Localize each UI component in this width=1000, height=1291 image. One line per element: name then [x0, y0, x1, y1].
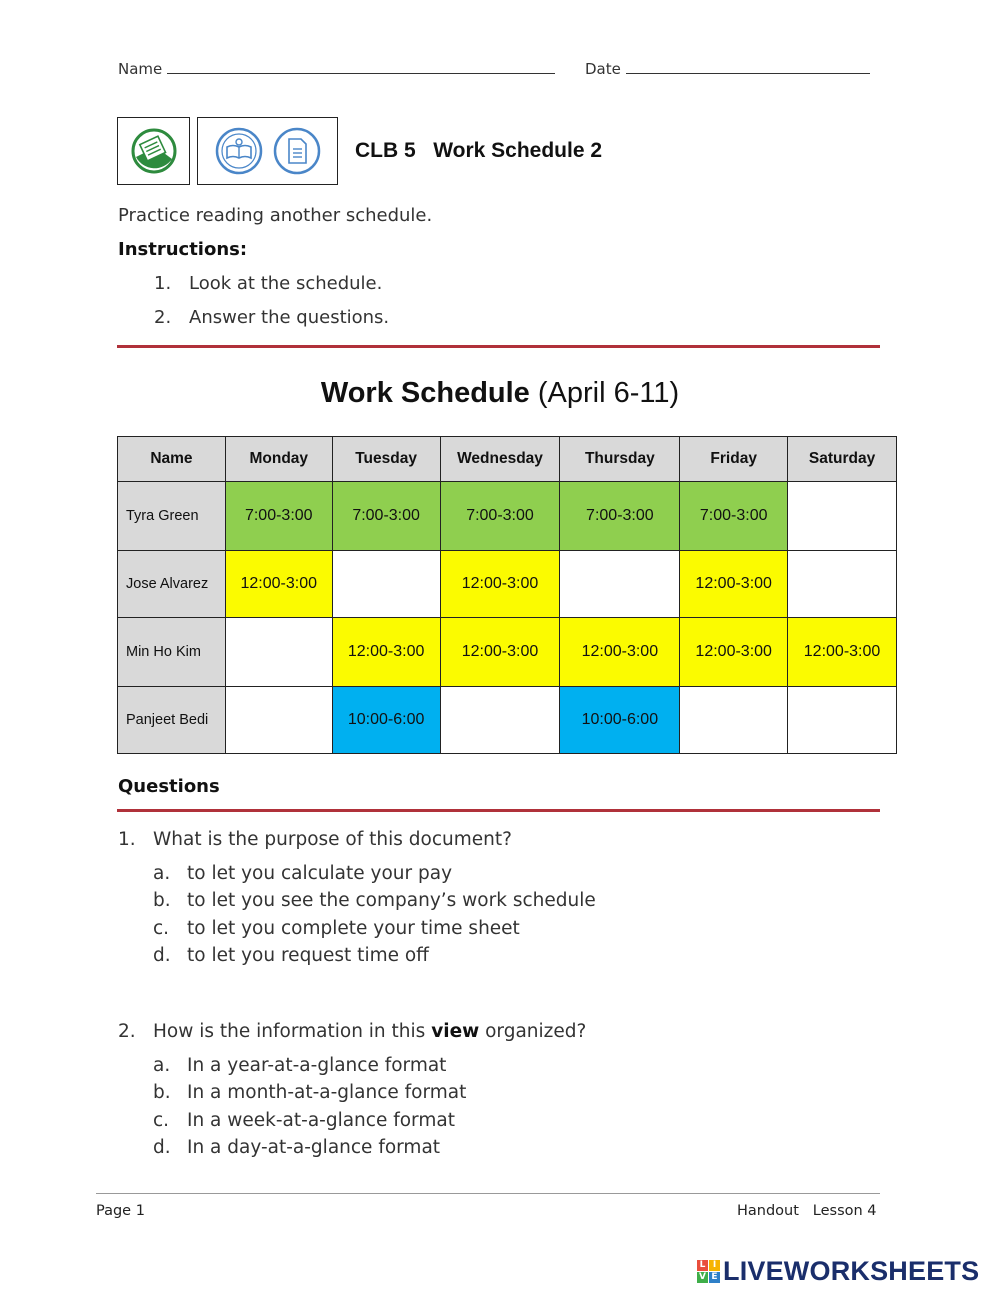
instruction-step: 2. Answer the questions. — [154, 307, 390, 328]
reading-icons-box — [197, 117, 338, 185]
instruction-step: 1. Look at the schedule. — [154, 273, 383, 294]
question-text: 2. How is the information in this view organized? — [118, 1021, 587, 1042]
divider — [117, 809, 880, 812]
title-text: Work Schedule 2 — [433, 139, 603, 162]
answer-option[interactable]: b. In a month-at-a-glance format — [153, 1082, 467, 1103]
shift-cell — [788, 687, 897, 754]
employee-name: Jose Alvarez — [118, 551, 226, 618]
shift-cell: 7:00-3:00 — [225, 482, 332, 551]
shift-cell — [788, 551, 897, 618]
column-header: Name — [118, 437, 226, 482]
page-number: Page 1 — [96, 1203, 145, 1219]
shift-cell: 7:00-3:00 — [332, 482, 440, 551]
employee-name: Tyra Green — [118, 482, 226, 551]
date-label: Date — [585, 60, 621, 78]
shift-cell — [225, 618, 332, 687]
shift-cell: 12:00-3:00 — [440, 618, 560, 687]
table-header-row — [118, 437, 897, 482]
divider — [117, 345, 880, 348]
notebook-icon — [130, 127, 178, 175]
footer-label: Handout Lesson 4 — [737, 1203, 877, 1219]
table-row — [118, 687, 897, 754]
page-title — [355, 139, 602, 163]
shift-cell: 12:00-3:00 — [680, 551, 788, 618]
shift-cell — [560, 551, 680, 618]
date-line[interactable] — [626, 61, 870, 74]
column-header: Thursday — [560, 437, 680, 482]
shift-cell: 10:00-6:00 — [560, 687, 680, 754]
skill-icon-box — [117, 117, 190, 185]
name-field — [118, 60, 555, 78]
liveworksheets-logo[interactable] — [697, 1256, 979, 1287]
answer-option[interactable]: a. In a year-at-a-glance format — [153, 1055, 447, 1076]
questions-heading: Questions — [118, 776, 220, 797]
shift-cell: 7:00-3:00 — [560, 482, 680, 551]
shift-cell: 12:00-3:00 — [225, 551, 332, 618]
schedule-table — [117, 436, 897, 754]
document-icon — [272, 126, 322, 176]
logo-text: LIVEWORKSHEETS — [723, 1256, 980, 1286]
employee-name: Min Ho Kim — [118, 618, 226, 687]
shift-cell — [225, 687, 332, 754]
question-text: 1. What is the purpose of this document? — [118, 829, 512, 850]
footer-divider — [96, 1193, 880, 1194]
instructions-heading: Instructions: — [118, 239, 248, 260]
shift-cell — [440, 687, 560, 754]
shift-cell: 12:00-3:00 — [560, 618, 680, 687]
shift-cell — [788, 482, 897, 551]
column-header: Monday — [225, 437, 332, 482]
name-label: Name — [118, 60, 163, 78]
answer-option[interactable]: c. to let you complete your time sheet — [153, 918, 520, 939]
shift-cell: 12:00-3:00 — [332, 618, 440, 687]
shift-cell: 12:00-3:00 — [680, 618, 788, 687]
shift-cell — [680, 687, 788, 754]
shift-cell: 7:00-3:00 — [680, 482, 788, 551]
answer-option[interactable]: d. In a day-at-a-glance format — [153, 1137, 441, 1158]
schedule-title: Work Schedule (April 6-11) — [320, 377, 680, 409]
answer-option[interactable]: b. to let you see the company’s work schedule — [153, 890, 596, 911]
column-header: Tuesday — [332, 437, 440, 482]
name-line[interactable] — [167, 61, 555, 74]
shift-cell: 12:00-3:00 — [440, 551, 560, 618]
shift-cell — [332, 551, 440, 618]
shift-cell: 12:00-3:00 — [788, 618, 897, 687]
table-row — [118, 482, 897, 551]
employee-name: Panjeet Bedi — [118, 687, 226, 754]
logo-badge-icon: L I V E — [697, 1260, 720, 1283]
date-field — [585, 60, 870, 78]
intro-text: Practice reading another schedule. — [118, 205, 433, 226]
table-row — [118, 551, 897, 618]
answer-option[interactable]: c. In a week-at-a-glance format — [153, 1110, 455, 1131]
answer-option[interactable]: d. to let you request time off — [153, 945, 429, 966]
answer-option[interactable]: a. to let you calculate your pay — [153, 863, 453, 884]
column-header: Wednesday — [440, 437, 560, 482]
shift-cell: 10:00-6:00 — [332, 687, 440, 754]
column-header: Saturday — [788, 437, 897, 482]
table-row — [118, 618, 897, 687]
column-header: Friday — [680, 437, 788, 482]
level-label: CLB 5 — [355, 139, 416, 162]
reading-icon — [214, 126, 264, 176]
shift-cell: 7:00-3:00 — [440, 482, 560, 551]
